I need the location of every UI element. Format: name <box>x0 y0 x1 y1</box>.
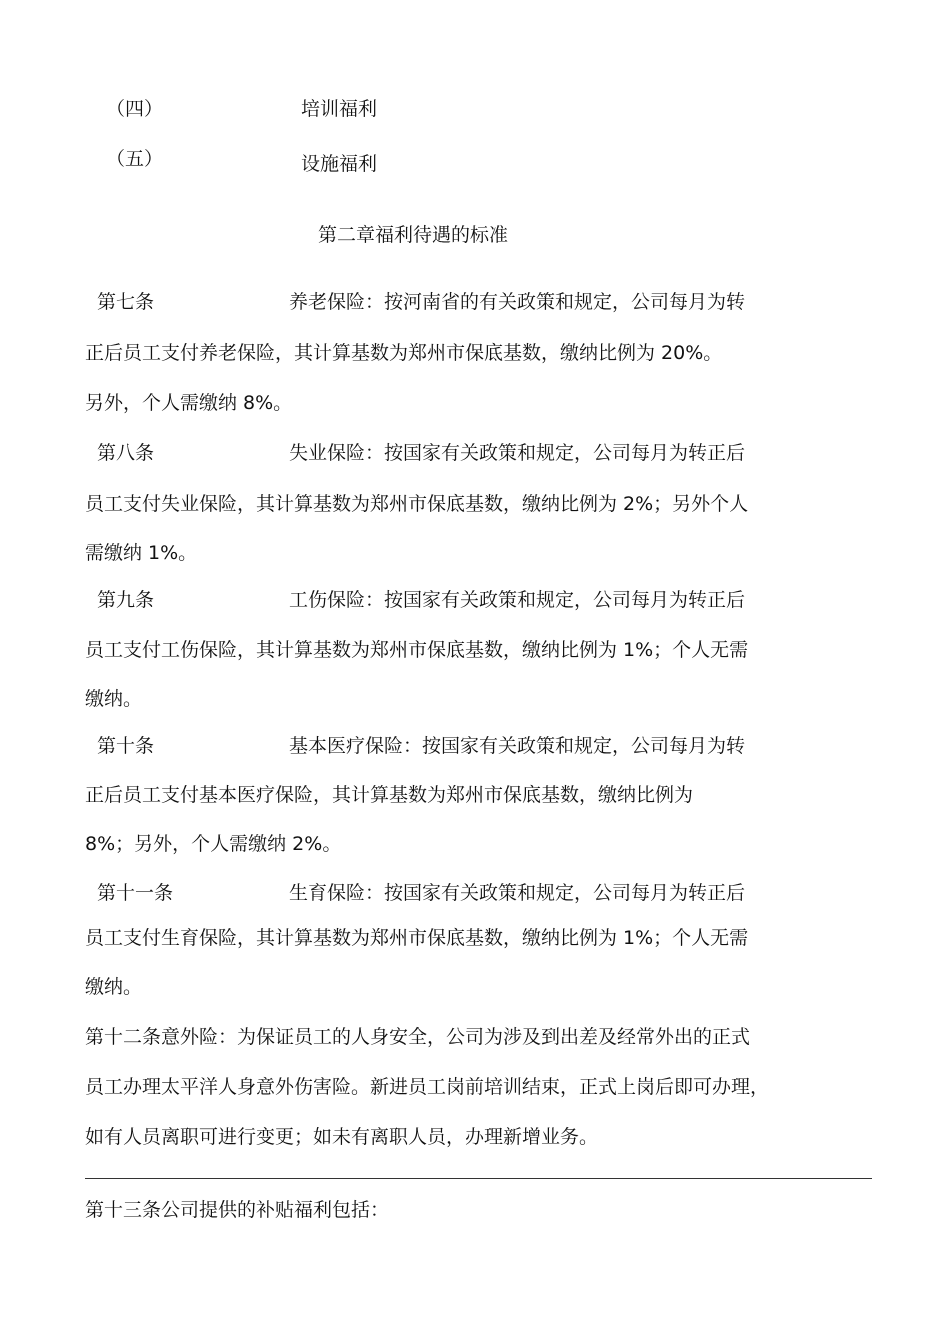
article-number: 第八条 <box>97 442 155 464</box>
article-body-line: 8%；另外，个人需缴纳 2%。 <box>85 833 342 855</box>
article-13-line: 第十三条公司提供的补贴福利包括： <box>85 1199 390 1221</box>
article-heading-text: 生育保险：按国家有关政策和规定，公司每月为转正后 <box>289 882 746 904</box>
article-heading-text: 基本医疗保险：按国家有关政策和规定，公司每月为转 <box>289 735 746 757</box>
article-body-line: 缴纳。 <box>85 976 143 998</box>
article-number: 第七条 <box>97 291 155 313</box>
article-number: 第十条 <box>97 735 155 757</box>
article-12-line: 员工办理太平洋人身意外伤害险。新进员工岗前培训结束，正式上岗后即可办理， <box>85 1076 770 1098</box>
article-body-line: 员工支付生育保险，其计算基数为郑州市保底基数，缴纳比例为 1%；个人无需 <box>85 927 749 949</box>
article-number: 第十一条 <box>97 882 174 904</box>
list-item-number: （五） <box>106 148 164 170</box>
article-number: 第九条 <box>97 589 155 611</box>
article-12-line: 如有人员离职可进行变更；如未有离职人员，办理新增业务。 <box>85 1126 599 1148</box>
list-item-text: 设施福利 <box>301 153 378 175</box>
article-heading-text: 养老保险：按河南省的有关政策和规定，公司每月为转 <box>289 291 746 313</box>
article-heading-text: 失业保险：按国家有关政策和规定，公司每月为转正后 <box>289 442 746 464</box>
article-body-line: 员工支付工伤保险，其计算基数为郑州市保底基数，缴纳比例为 1%；个人无需 <box>85 639 749 661</box>
article-12-line: 第十二条意外险：为保证员工的人身安全，公司为涉及到出差及经常外出的正式 <box>85 1026 751 1048</box>
article-body-line: 正后员工支付基本医疗保险，其计算基数为郑州市保底基数，缴纳比例为 <box>85 784 694 806</box>
article-body-line: 另外，个人需缴纳 8%。 <box>85 392 293 414</box>
chapter-title: 第二章福利待遇的标准 <box>318 224 509 246</box>
article-body-line: 需缴纳 1%。 <box>85 542 198 564</box>
article-body-line: 员工支付失业保险，其计算基数为郑州市保底基数，缴纳比例为 2%；另外个人 <box>85 493 749 515</box>
article-heading-text: 工伤保险：按国家有关政策和规定，公司每月为转正后 <box>289 589 746 611</box>
list-item-number: （四） <box>106 98 164 120</box>
article-body-line: 缴纳。 <box>85 688 143 710</box>
horizontal-divider <box>85 1178 872 1179</box>
list-item-text: 培训福利 <box>301 98 378 120</box>
article-body-line: 正后员工支付养老保险，其计算基数为郑州市保底基数，缴纳比例为 20%。 <box>85 342 723 364</box>
